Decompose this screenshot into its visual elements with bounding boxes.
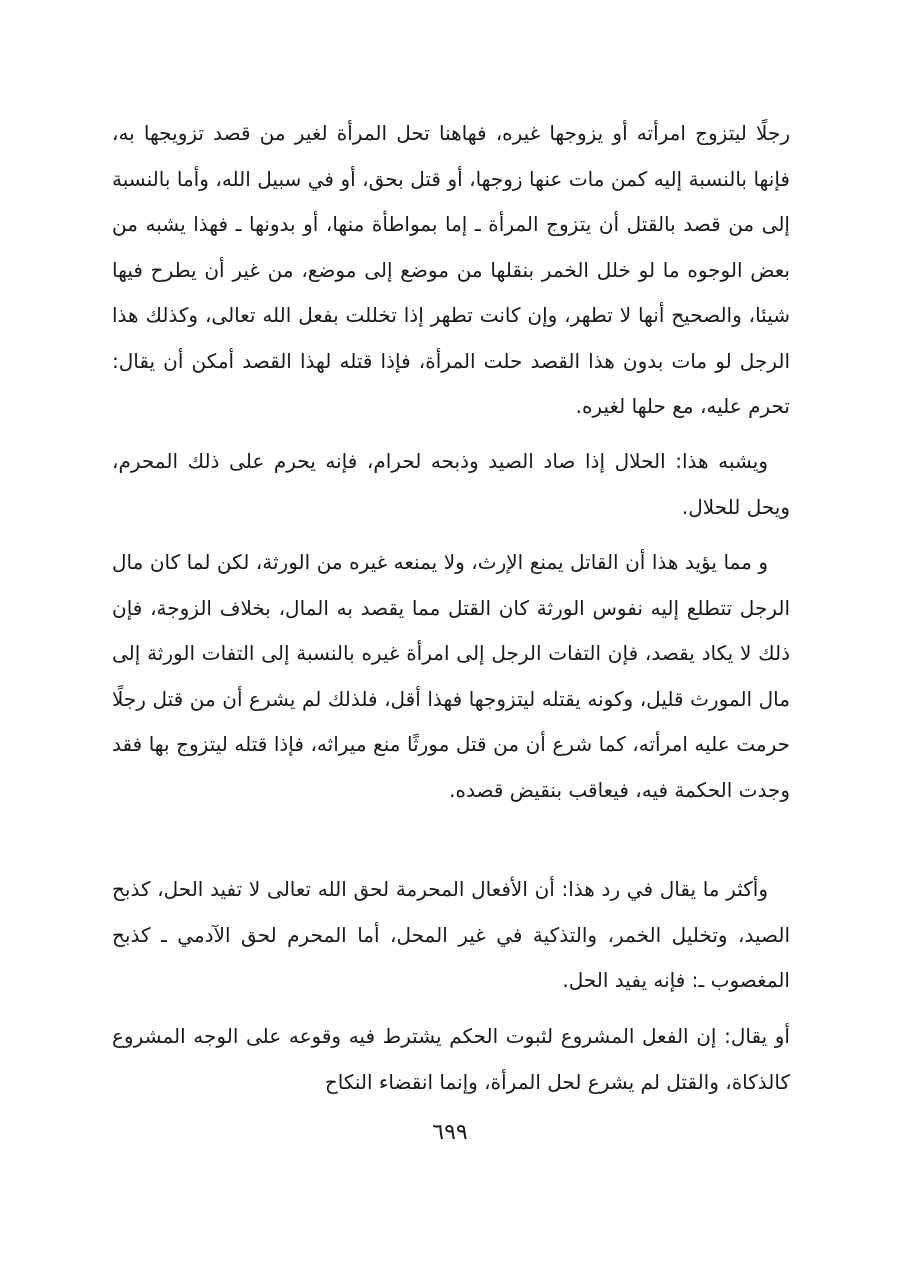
- page-number: ٦٩٩: [432, 1120, 468, 1145]
- paragraph-inheritance: [112, 540, 790, 813]
- paragraph-hunting-analogy: [112, 439, 790, 530]
- paragraph-text: وأكثر ما يقال في رد هذا: أن الأفعال المحرمة لحق الله تعالى لا تفيد الحل، كذبح الصيد، وتخليل الخمر، والتذكية في غير المحل، أما المحرم لحق الآدمي ـ كذبح المغصوب ـ: فإنه يفيد الحل.: [112, 877, 790, 992]
- paragraph-continuation: [112, 111, 790, 430]
- paragraph-text: أو يقال: إن الفعل المشروع لثبوت الحكم يشترط فيه وقوعه على الوجه المشروع كالذكاة، والقتل لم يشرع لحل المرأة، وإنما انقضاء النكاح: [112, 1024, 790, 1094]
- paragraph-objection: [112, 867, 790, 1004]
- paragraph-text: رجلًا ليتزوج امرأته أو يزوجها غيره، فهاهنا تحل المرأة لغير من قصد تزويجها به، فإنها بالنسبة إليه كمن مات عنها زوجها، أو قتل بحق، أو في سبيل الله، وأما بالنسبة إلى من قصد بالقتل أن يتزوج المرأة ـ إما بمواطأة منها، أو بدونها ـ فهذا يشبه من بعض الوجوه ما لو خلل الخمر بنقلها من موضع إلى موضع، من غير أن يطرح فيها شيئا، والصحيح أنها لا تطهر، وإن كانت تطهر إذا تخللت بفعل الله تعالى، وكذلك هذا الرجل لو مات بدون هذا القصد حلت المرأة، فإذا قتله لهذا القصد أمكن أن يقال: تحرم عليه، مع حلها لغيره.: [112, 121, 790, 418]
- paragraph-text: و مما يؤيد هذا أن القاتل يمنع الإرث، ولا يمنعه غيره من الورثة، لكن لما كان مال الرجل تتطلع إليه نفوس الورثة كان القتل مما يقصد به المال، بخلاف الزوجة، فإن ذلك لا يكاد يقصد، فإن التفات الرجل إلى امرأة غيره بالنسبة إلى التفات الورثة إلى مال المورث قليل، وكونه يقتله ليتزوجها فهذا أقل، فلذلك لم يشرع أن من قتل رجلًا حرمت عليه امرأته، كما شرع أن من قتل مورثًا منع ميراثه، فإذا قتله ليتزوج بها فقد وجدت الحكمة فيه، فيعاقب بنقيض قصده.: [112, 550, 790, 802]
- paragraph-text: ويشبه هذا: الحلال إذا صاد الصيد وذبحه لحرام، فإنه يحرم على ذلك المحرم، ويحل للحلال.: [112, 449, 790, 519]
- paragraph-legitimate-act: [112, 1014, 790, 1105]
